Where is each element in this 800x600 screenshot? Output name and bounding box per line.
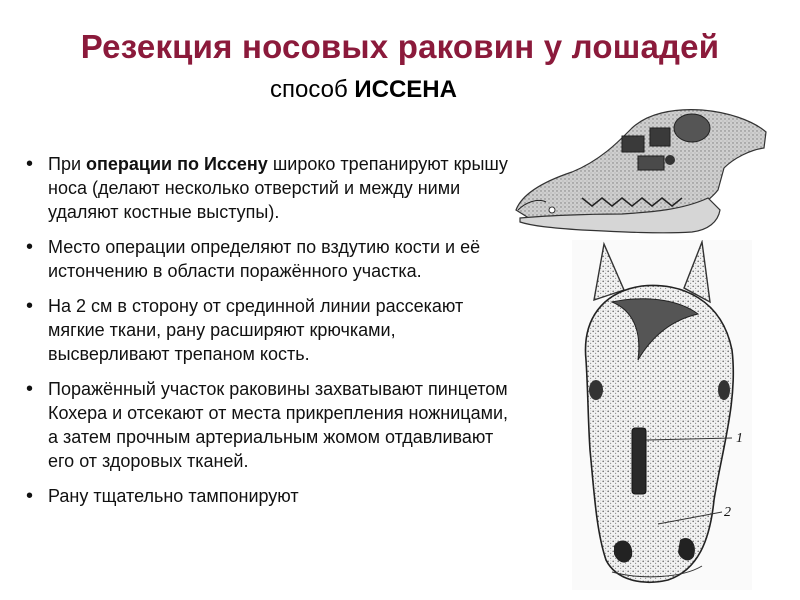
bullet-1-bold: операции по Иссену	[86, 154, 268, 174]
subtitle-prefix: способ	[270, 76, 355, 103]
bullet-item: • Поражённый участок раковины захватывают пинцетом Кохера и отсекают от места прикрепления ножницами, а затем прочным артериальным жомом отдавливают его от здоровых тканей.	[22, 377, 512, 473]
bullet-1-post: широко трепанируют крышу носа (делают несколько отверстий и между ними удаляют костные выступы).	[48, 154, 508, 222]
slide-title: Резекция носовых раковин у лошадей	[80, 28, 720, 65]
horse-skull-illustration	[512, 98, 772, 238]
bullet-item: • На 2 см в сторону от срединной линии рассекают мягкие ткани, рану расширяют крючками, высверливают трепаном кость.	[22, 294, 512, 366]
horse-head-illustration	[572, 240, 752, 590]
bullet-list	[22, 152, 512, 519]
bullet-item: • Место операции определяют по вздутию кости и её истончению в области поражённого участка.	[22, 235, 512, 283]
figure-label-2: 2	[724, 505, 731, 520]
slide-subtitle	[270, 76, 457, 104]
bullet-item: • Рану тщательно тампонируют	[22, 484, 512, 508]
bullet-item	[22, 152, 512, 224]
bullet-1-pre: При	[48, 154, 87, 174]
subtitle-method-name: ИССЕНА	[354, 76, 457, 103]
figure-label-1: 1	[736, 431, 743, 446]
